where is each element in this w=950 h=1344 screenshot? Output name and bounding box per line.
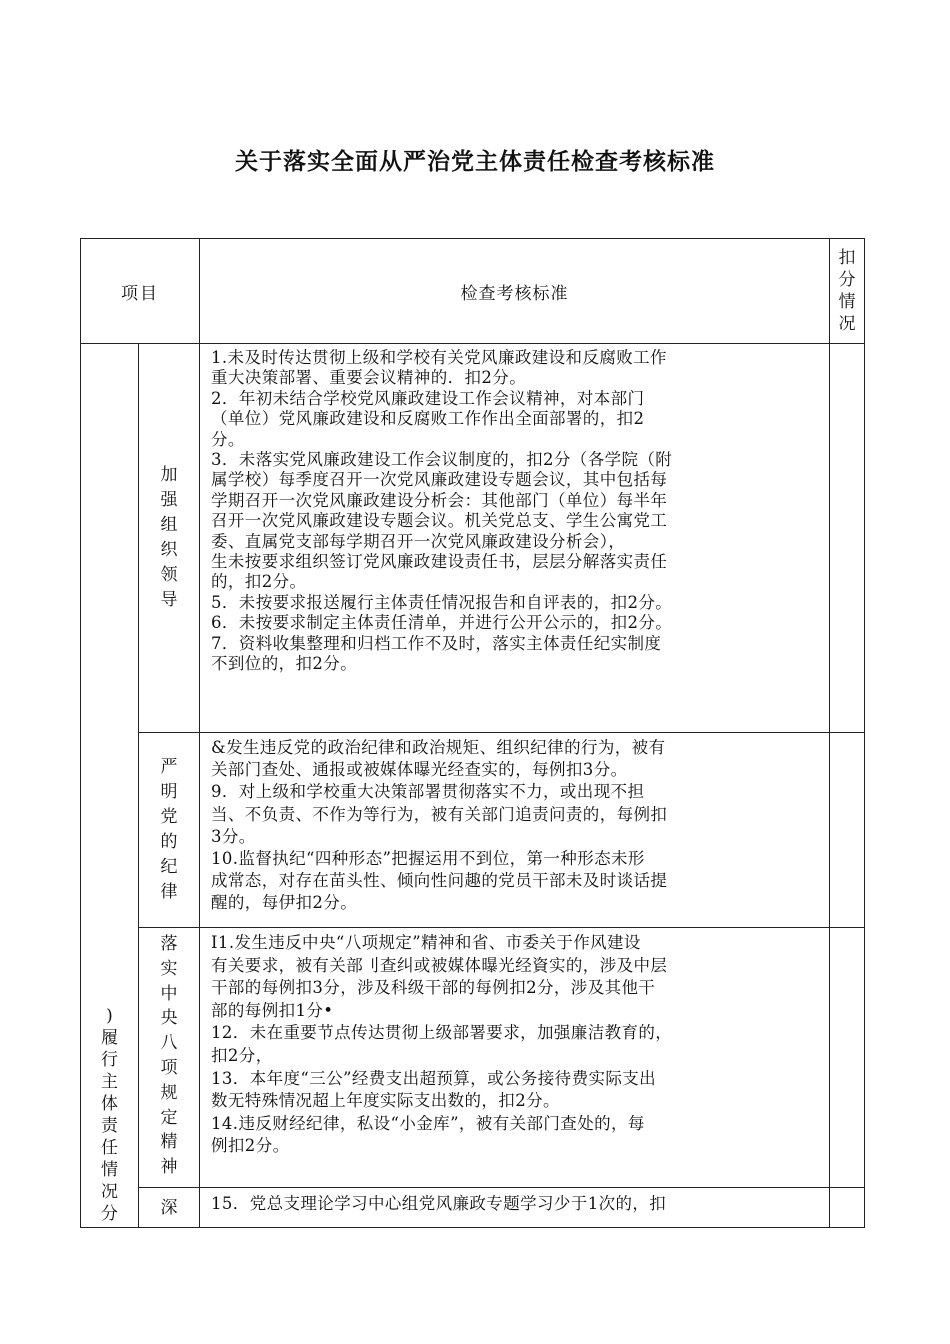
content-line: 学期召开一次党风廉政建设分析会：其他部门（单位）每半年 xyxy=(211,490,668,510)
section-name xyxy=(139,463,199,613)
content-line: 2．年初未结合学校党风廉政建设工作会议精神，对本部门 xyxy=(211,388,645,408)
header-deduction xyxy=(830,239,865,344)
content-line: 3．未落实党风廉政建设工作会议制度的，扣2分（各学院（附 xyxy=(211,450,673,470)
content-line: 6．未按要求制定主体责任清单，并进行公开公示的，扣2分。 xyxy=(211,613,673,633)
section-name xyxy=(139,928,199,1180)
section-name-char: 的 xyxy=(160,832,178,852)
section-name-char: 律 xyxy=(160,882,178,902)
content-line: 1.未及时传达贯彻上级和学校有关党风廉政建设和反腐败工作 xyxy=(211,348,667,367)
content-line: 3分。 xyxy=(211,826,256,846)
section-name-char: 实 xyxy=(160,958,178,979)
section-name-char: 项 xyxy=(160,1057,178,1078)
category-char: 责 xyxy=(101,1116,118,1136)
section-name-char: 织 xyxy=(160,540,178,560)
category-char: 主 xyxy=(101,1072,118,1092)
deduction-cell xyxy=(830,733,865,928)
deduction-cell xyxy=(830,1188,865,1228)
section-name-char: 党 xyxy=(160,807,178,827)
content-line: 7．资料收集整理和归档工作不及时，落实主体责任纪实制度 xyxy=(211,633,662,653)
content-line: I1.发生违反中央“八项规定”精神和省、市委关于作风建设 xyxy=(211,933,641,952)
content-line: 5．未按要求报送履行主体责任情况报告和自评表的，扣2分。 xyxy=(211,592,673,612)
section-name-char: 组 xyxy=(160,515,178,535)
content-line: 15．党总支理论学习中心组党风廉政专题学习少于1次的，扣 xyxy=(211,1194,667,1213)
content-line: 干部的每例扣3分，涉及科级干部的每例扣2分，涉及其他干 xyxy=(211,978,656,998)
document-title: 关于落实全面从严治党主体责任检查考核标准 xyxy=(235,149,715,175)
section-name-char: 神 xyxy=(160,1157,178,1178)
header-standard: 检查考核标准 xyxy=(200,239,830,344)
content-line: 生未按要求组织签订党风廉政建设责任书，层层分解落实责任 xyxy=(211,552,668,572)
content-line: 召开一次党风廉政建设专题会议。机关党总支、学生公寓党工 xyxy=(211,511,668,531)
content-line: 有关要求，被有关部刂查纠或被媒体曝光经資实的，涉及中层 xyxy=(211,955,668,975)
header-deduction-char: 分 xyxy=(838,270,856,290)
category-char: 行 xyxy=(101,1050,118,1070)
content-line: 14.违反财经纪律，私设“小金库”，被有关部门查处的，每 xyxy=(211,1113,645,1133)
content-line: 9．对上级和学校重大决策部署贯彻落实不力，或出现不担 xyxy=(211,782,645,802)
category-cell xyxy=(81,344,139,1228)
section-name-char: 定 xyxy=(160,1107,178,1128)
content-line: 13．本年度“三公”经费支出超预算，或公务接待费实际支出 xyxy=(211,1068,657,1088)
section-name-char: 导 xyxy=(160,590,178,610)
category-char: ) xyxy=(106,1006,113,1026)
assessment-table xyxy=(80,238,865,1228)
content-line: 10.监督执纪“四种形态”把握运用不到位，第一种形态未形 xyxy=(211,849,645,869)
section-content xyxy=(200,1188,829,1216)
section-name-char: 八 xyxy=(160,1033,178,1054)
table-row xyxy=(81,344,865,733)
header-project: 项目 xyxy=(81,239,200,344)
table-row xyxy=(81,1188,865,1228)
category-char: 履 xyxy=(101,1028,118,1048)
table-header-row xyxy=(81,239,865,344)
content-line: （单位）党风廉政建设和反腐败工作作出全面部署的，扣2 xyxy=(211,409,645,429)
content-line: 醒的，每伊扣2分。 xyxy=(211,893,358,913)
section-name-char: 领 xyxy=(160,565,178,585)
content-line: 关部门查处、通报或被媒体曝光经查实的，每例扣3分。 xyxy=(211,760,628,780)
content-line: 不到位的，扣2分。 xyxy=(211,654,358,674)
table-row xyxy=(81,928,865,1188)
deduction-cell xyxy=(830,344,865,733)
section-name-cell xyxy=(139,733,200,928)
header-deduction-char: 情 xyxy=(838,292,856,312)
section-name-char: 深 xyxy=(160,1197,178,1218)
section-name-cell xyxy=(139,344,200,733)
section-content-cell xyxy=(200,928,830,1188)
table-row xyxy=(81,733,865,928)
content-line: 数无特殊情况超上年度实际支出数的，扣2分。 xyxy=(211,1091,560,1111)
section-content xyxy=(200,733,829,917)
content-line: 12．未在重要节点传达贯彻上级部署要求，加强廉洁教育的， xyxy=(211,1023,673,1043)
section-name xyxy=(139,755,199,905)
category-char: 情 xyxy=(101,1160,118,1180)
content-line: 部的每例扣1分• xyxy=(211,1000,334,1020)
section-content-cell xyxy=(200,1188,830,1228)
section-name-char: 中 xyxy=(160,983,178,1004)
section-name-char: 落 xyxy=(160,934,178,954)
content-line: 扣2分， xyxy=(211,1045,273,1065)
section-content xyxy=(200,928,829,1160)
content-line: &发生违反党的政治纪律和政治规矩、组织纪律的行为，被有 xyxy=(211,738,666,757)
section-name-char: 央 xyxy=(160,1008,178,1029)
content-line: 例扣2分。 xyxy=(211,1136,290,1156)
header-deduction-char: 扣 xyxy=(838,248,856,268)
content-line: 当、不负责、不作为等行为，被有关部门追责问责的，每例扣 xyxy=(211,804,668,824)
content-line: 重大决策部署、重要会议精神的．扣2分。 xyxy=(211,368,527,388)
category-char: 分 xyxy=(101,1204,118,1224)
section-content-cell xyxy=(200,344,830,733)
section-name-char: 纪 xyxy=(160,857,178,877)
section-name-char: 精 xyxy=(160,1132,178,1153)
section-name-cell xyxy=(139,928,200,1188)
content-line: 成常态，对存在苗头性、倾向性问趣的党员干部未及时谈话提 xyxy=(211,871,668,891)
content-line: 委、直属党支部每学期召开一次党风廉政建设分析会）， xyxy=(211,531,626,551)
section-name-char: 规 xyxy=(160,1082,178,1103)
category-char: 任 xyxy=(101,1138,118,1158)
section-content-cell xyxy=(200,733,830,928)
category-char: 况 xyxy=(101,1182,118,1202)
content-line: 分。 xyxy=(211,429,245,449)
section-name xyxy=(139,1197,199,1219)
section-name-cell xyxy=(139,1188,200,1228)
header-deduction-char: 况 xyxy=(838,314,856,334)
section-name-char: 强 xyxy=(160,490,178,510)
content-line: 的，扣2分。 xyxy=(211,572,307,592)
section-name-char: 明 xyxy=(160,782,178,802)
content-line: 属学校）每季度召开一次党风廉政建设专题会议，其中包括每 xyxy=(211,470,668,490)
deduction-cell xyxy=(830,928,865,1188)
section-content xyxy=(200,344,829,677)
category-label xyxy=(81,1005,138,1227)
category-char: 体 xyxy=(101,1094,118,1114)
section-name-char: 严 xyxy=(160,757,178,777)
section-name-char: 加 xyxy=(160,465,178,485)
